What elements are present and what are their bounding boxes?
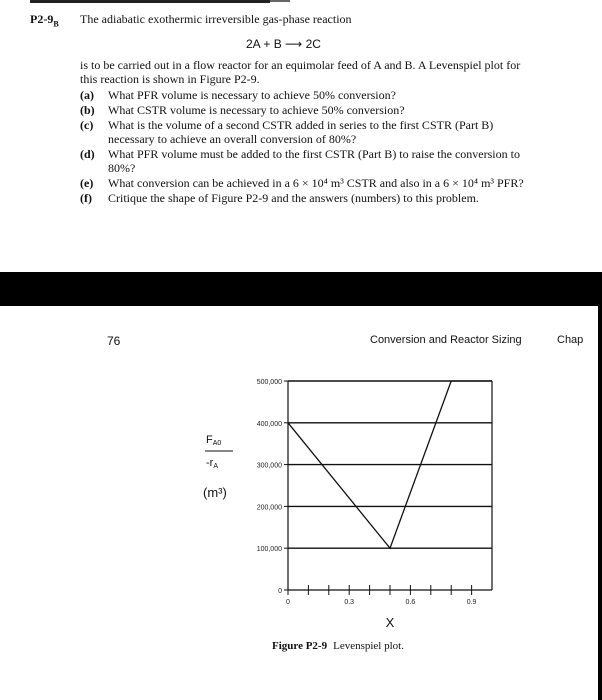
y-label-units: (m³) xyxy=(203,485,227,500)
question-letter: (a) xyxy=(80,88,94,102)
question-text: What CSTR volume is necessary to achieve 50% conversion? xyxy=(108,103,405,117)
reaction-equation: 2A + B ⟶ 2C xyxy=(246,37,321,51)
figure-caption xyxy=(272,640,404,652)
running-head: Conversion and Reactor Sizing xyxy=(370,334,522,346)
y-tick-label: 100,000 xyxy=(256,546,282,554)
x-axis-label: X xyxy=(385,615,395,630)
x-tick-label: 0.6 xyxy=(405,599,416,606)
problem-number-text: P2-9 xyxy=(30,12,54,26)
x-tick-label: 0 xyxy=(286,599,290,606)
question-letter: (c) xyxy=(80,118,94,132)
question-text: What is the volume of a second CSTR added in series to the first CSTR (Part B) necessary to achieve an overall conversion of 80%? xyxy=(108,118,494,146)
y-label-denominator-sub: A xyxy=(213,463,218,470)
page-edge xyxy=(598,306,602,700)
page-number: 76 xyxy=(107,334,121,348)
problem-description: is to be carried out in a flow reactor for an equimolar feed of A and B. A Levenspiel plot for this reaction is shown in Figure P2-9. xyxy=(80,58,521,86)
figure-label: Figure P2-9 xyxy=(272,640,328,652)
question-text: What PFR volume is necessary to achieve 50% conversion? xyxy=(108,88,396,102)
question-letter: (f) xyxy=(80,191,92,205)
x-tick-label: 0.3 xyxy=(344,599,355,606)
x-tick-label: 0.9 xyxy=(466,599,477,606)
y-label-numerator: FA0 xyxy=(206,434,222,447)
question-letter: (d) xyxy=(80,147,95,161)
running-head-chapter: Chap xyxy=(557,334,584,346)
y-tick-label: 300,000 xyxy=(256,462,282,470)
y-label-denominator: -rA xyxy=(206,457,218,470)
y-tick-label: 200,000 xyxy=(256,504,282,512)
y-tick-label: 400,000 xyxy=(256,420,282,428)
figure-caption-text: Levenspiel plot. xyxy=(333,640,404,652)
y-tick-label: 500,000 xyxy=(256,379,282,386)
problem-difficulty: B xyxy=(53,19,59,29)
y-label-numerator-sub: A0 xyxy=(212,440,222,447)
question-text: Critique the shape of Figure P2-9 and the answers (numbers) to this problem. xyxy=(108,191,479,205)
question-text: What PFR volume must be added to the first CSTR (Part B) to raise the conversion to 80%? xyxy=(108,147,520,175)
question-letter: (e) xyxy=(80,176,94,190)
problem-intro: The adiabatic exothermic irreversible gas-phase reaction xyxy=(80,12,352,26)
question-text: What conversion can be achieved in a 6 × 10⁴ m³ CSTR and also in a 6 × 10⁴ m³ PFR? xyxy=(108,176,524,190)
question-letter: (b) xyxy=(80,103,95,117)
y-tick-label: 0 xyxy=(278,588,282,595)
